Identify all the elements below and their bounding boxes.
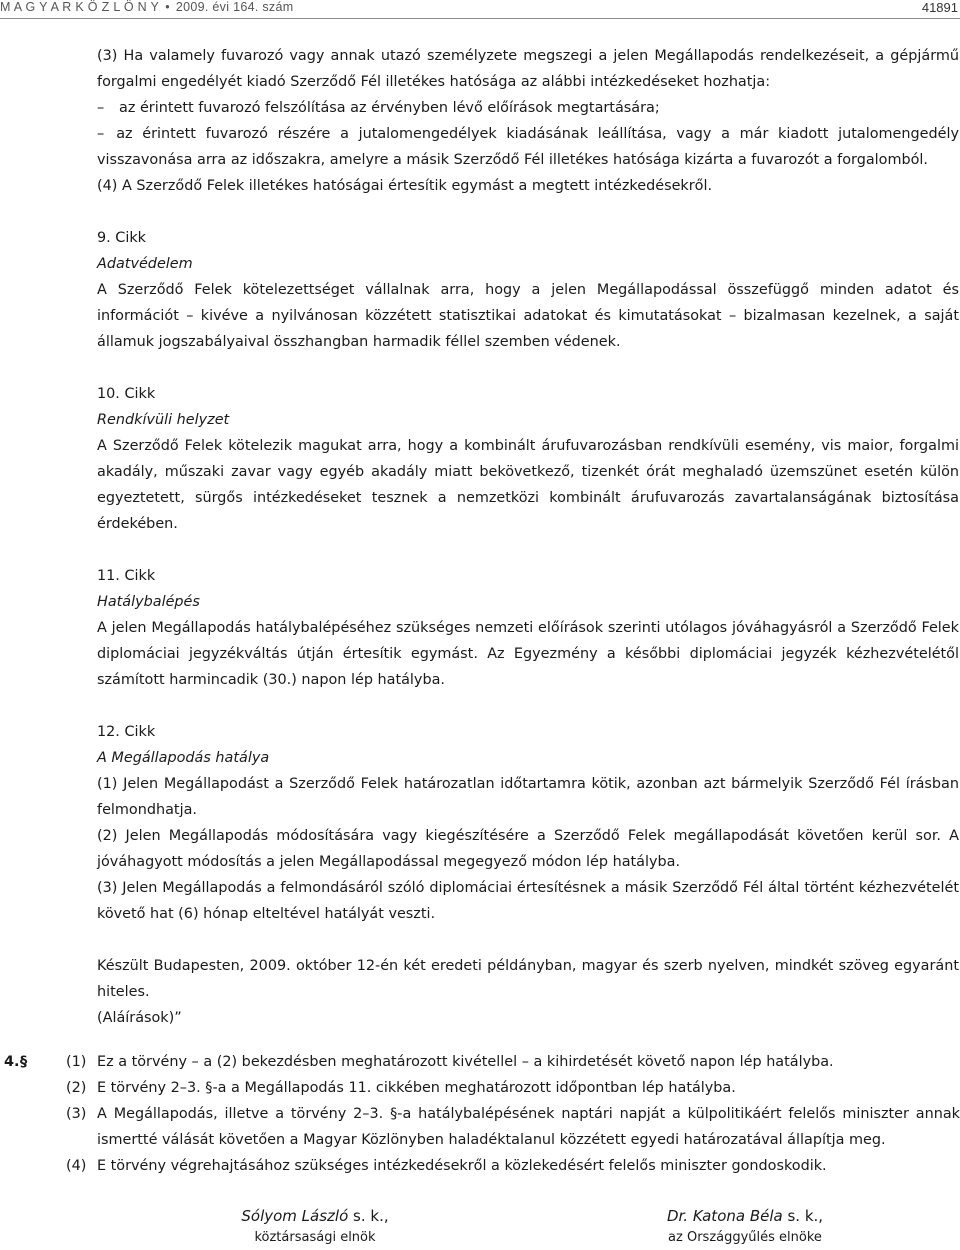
article-12-paragraph-2: (2) Jelen Megállapodás módosítására vagy kiegészítésére a Szerződő Felek megállapodását követően kerül sor. A jóváhagyott módosítás a jelen Megállapodással megegyező módon lép hatályba. [97,828,959,870]
article-9-number: 9. Cikk [97,230,147,246]
section-4-item [0,1075,960,1101]
signatures-note: (Aláírások)” [97,1010,182,1026]
item-number: (3) [66,1106,87,1122]
dash-item-1 [97,95,959,121]
article-12-number: 12. Cikk [97,724,156,740]
section-4-item [0,1101,960,1153]
item-text: A Megállapodás, illetve a törvény 2–3. §-a hatálybalépésének naptári napját a külpolitikáért felelős miniszter annak ismertté válását követően a Magyar Közlönyben haladéktalanul közzétett egyedi határozatával állapítja meg. [97,1106,960,1148]
article-9-text: A Szerződő Felek kötelezettséget vállalnak arra, hogy a jelen Megállapodással összefüggő minden adatot és információt – kivéve a nyilvánosan közzétett statisztikai adatokat és kimutatásokat – bizalmasan kezelnek, a saját államuk jogszabályaival összhangban harmadik féllel szemben védenek. [97,282,959,350]
journal-title: M A G Y A R K Ö Z L Ö N Y [0,0,160,14]
section-4-item [0,1049,960,1075]
dash-marker: – [97,100,105,116]
item-number: (1) [66,1054,87,1070]
dash-marker: – [97,126,105,142]
signatory-role: köztársasági elnök [254,1230,376,1245]
item-number: (2) [66,1080,87,1096]
signature-left [215,1205,415,1249]
article-12-paragraph-3: (3) Jelen Megállapodás a felmondásáról szóló diplomáciai értesítésnek a másik Szerződő Fél által történt kézhezvételét követő hat (6) hónap elteltével hatályát veszti. [97,880,959,922]
signatory-suffix: s. k., [782,1207,824,1225]
article-10-text: A Szerződő Felek kötelezik magukat arra, hogy a kombinált árufuvarozásban rendkívüli esemény, vis maior, forgalmi akadály, műszaki zavar vagy egyéb akadály miatt bekövetkező, tizenkét órát meghaladó üzemszünet esetén külön egyeztetett, sürgős intézkedéseket tesznek a nemzetközi kombinált árufuvarozás zavartalanságának biztosítása érdekében. [97,438,959,532]
issue-number: 2009. évi 164. szám [175,0,294,14]
document-body [97,43,959,1031]
article-10-title: Rendkívüli helyzet [97,412,230,428]
item-text: Ez a törvény – a (2) bekezdésben meghatározott kivétellel – a kihirdetését követő napon lép hatályba. [97,1054,834,1070]
article-12-paragraph-1: (1) Jelen Megállapodást a Szerződő Felek határozatlan időtartamra kötik, azonban azt bármelyik Szerződő Fél írásban felmondhatja. [97,776,959,818]
article-11-title: Hatálybalépés [97,594,200,610]
dash-item-text: az érintett fuvarozó felszólítása az érvényben lévő előírások megtartására; [119,100,660,116]
signatory-role: az Országgyűlés elnöke [668,1230,822,1245]
article-10-number: 10. Cikk [97,386,156,402]
signatory-name: Dr. Katona Béla [666,1207,783,1225]
section-4 [0,1049,960,1179]
closing-statement: Készült Budapesten, 2009. október 12-én két eredeti példányban, magyar és szerb nyelven, mindkét szöveg egyaránt hiteles. [97,958,959,1000]
article-11-text: A jelen Megállapodás hatálybalépéséhez szükséges nemzeti előírások szerinti utólagos jóváhagyásról a Szerződő Felek diplomáciai jegyzékváltás útján értesítik egymást. Az Egyezmény a későbbi diplomáciai jegyzék kézhezvételétől számított harmincadik (30.) napon lép hatályba. [97,620,959,688]
article-12-title: A Megállapodás hatálya [97,750,270,766]
item-text: E törvény végrehajtásához szükséges intézkedésekről a közlekedésért felelős miniszter gondoskodik. [97,1158,827,1174]
bullet-separator: • [165,0,170,14]
signature-right [640,1205,850,1249]
paragraph-3: (3) Ha valamely fuvarozó vagy annak utazó személyzete megszegi a jelen Megállapodás rendelkezéseit, a gépjármű forgalmi engedélyét kiadó Szerződő Fél illetékes hatósága az alábbi intézkedéseket hozhatja: [97,48,959,90]
page-number: 41891 [921,0,958,15]
article-11-number: 11. Cikk [97,568,156,584]
dash-item-text: az érintett fuvarozó részére a jutalomengedélyek kiadásának leállítása, vagy a már kiadott jutalomengedély visszavonása arra az időszakra, amelyre a másik Szerződő Fél illetékes hatósága kizárta a fuvarozót a forgalomból. [97,126,959,168]
article-9-title: Adatvédelem [97,256,193,272]
dash-item-2 [97,121,959,173]
item-number: (4) [66,1158,87,1174]
section-sign: § [20,1054,28,1070]
section-label: 4. [4,1054,20,1070]
paragraph-4: (4) A Szerződő Felek illetékes hatóságai értesítik egymást a megtett intézkedésekről. [97,178,713,194]
signatory-suffix: s. k., [348,1207,389,1225]
journal-info [0,0,293,14]
item-text: E törvény 2–3. §-a a Megállapodás 11. cikkében meghatározott időpontban lép hatályba. [97,1080,736,1096]
signatory-name: Sólyom László [241,1207,349,1225]
section-4-item [0,1153,960,1179]
page-header [0,0,960,19]
